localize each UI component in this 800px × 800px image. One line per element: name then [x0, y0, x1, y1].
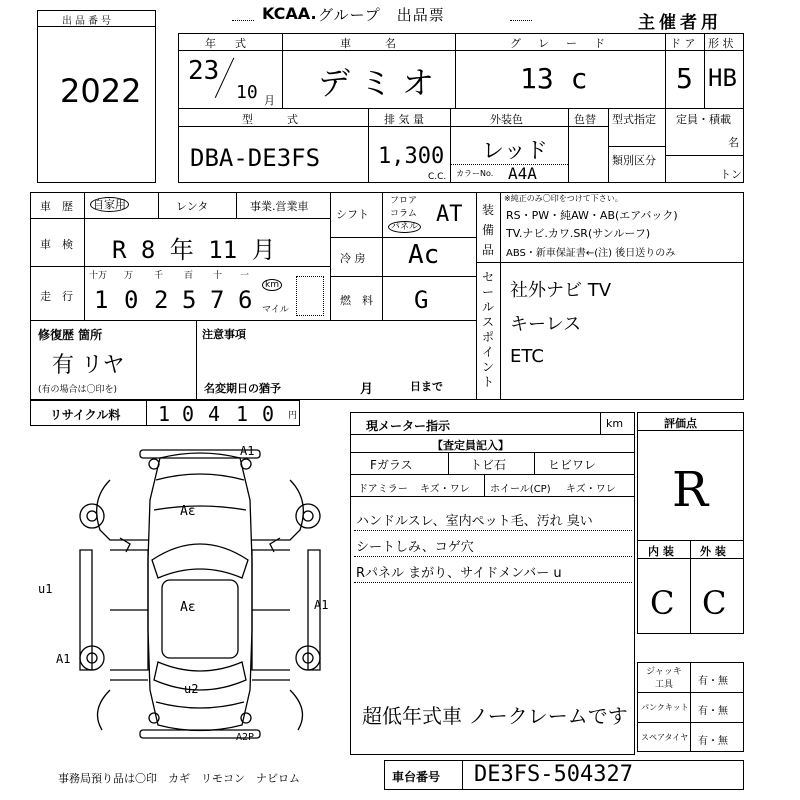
mileage-digit-label-0: 十万: [89, 271, 108, 281]
chip-label: トビ石: [470, 458, 507, 472]
mark-ae-upper: Aε: [180, 504, 196, 519]
door-mirror-scratch: キズ・ワレ: [420, 484, 470, 495]
i-h4: [350, 496, 635, 497]
header-dotted-left: [232, 6, 254, 21]
remark-line3: [354, 582, 632, 583]
displacement-value: 1,300: [378, 144, 445, 169]
equipment-line2: TV.ナビ.カワ.SR(サンルーフ): [506, 227, 651, 240]
model-label: 型 式: [242, 113, 302, 126]
shift-panel: [388, 219, 421, 232]
office-note: 事務局預り品は〇印 カギ リモコン ナビロム: [58, 772, 300, 785]
exterior-label: 外 装: [700, 545, 726, 558]
year-label: 年 式: [205, 37, 250, 50]
i-v-d1: [484, 474, 485, 496]
m-v-equip: [476, 192, 477, 400]
sales-points-label: セールスポイント: [482, 270, 495, 389]
wheel-scratch: キズ・ワレ: [566, 484, 616, 495]
color-label: 外装色: [490, 113, 523, 126]
i-h1: [350, 434, 635, 435]
mileage-dotted-box: [296, 276, 324, 316]
equipment-line1: RS・PW・純AW・AB(エアバック): [506, 209, 678, 222]
shape-label: 形 状: [708, 37, 734, 50]
history-rental: レンタ: [176, 200, 209, 213]
mileage-digit-label-5: 一: [240, 271, 250, 281]
aircon-value: Ac: [408, 240, 440, 270]
mark-a1-right: A1: [314, 598, 329, 612]
door-label: ド ア: [670, 37, 696, 50]
car-name-value: デミオ: [318, 64, 445, 102]
i-v-meter: [600, 412, 601, 434]
puncture-yes-no: 有・無: [698, 706, 728, 717]
capacity-person-unit: 名: [728, 136, 739, 149]
m-v-shiftlbl: [382, 192, 383, 320]
r2-cap-split: [665, 155, 744, 156]
r2-type-split: [608, 146, 665, 147]
mark-a2p: A2P: [236, 732, 255, 743]
brand-dot: .: [310, 4, 317, 23]
mark-a1-top: A1: [240, 444, 255, 458]
header-dotted-right: [510, 6, 532, 21]
year-value: 23: [188, 56, 220, 86]
rating-v: [690, 540, 691, 634]
grade-value: 13 c: [520, 62, 588, 95]
inspector-label: 【査定員記入】: [432, 439, 509, 452]
car-diagram: [70, 440, 330, 750]
name-change-day: 日まで: [410, 380, 443, 393]
sales-point-1: キーレス: [510, 314, 582, 335]
mileage-label: 走 行: [40, 290, 73, 303]
i-v-f2: [534, 452, 535, 474]
name-change-month: 月: [360, 382, 374, 397]
sponsor-label: 主催者用: [638, 13, 722, 33]
shift-panel-circled: パネル: [388, 221, 421, 233]
mileage-digit-label-4: 十: [213, 271, 223, 281]
interior-label: 内 装: [648, 545, 674, 558]
chassis-div: [462, 760, 463, 790]
r1-v4: [704, 33, 705, 108]
model-value: DBA-DE3FS: [190, 144, 321, 172]
m-shift-h2: [330, 276, 476, 277]
m-v-labelcol: [84, 192, 85, 320]
m-v-history1: [158, 192, 159, 218]
chassis-label: 車台番号: [392, 770, 441, 784]
inspection-label: 車 検: [40, 238, 73, 251]
history-own-circled: 自家用: [90, 197, 129, 212]
m-h2: [30, 266, 330, 267]
recycle-label: リサイクル料: [50, 408, 121, 422]
interior-value: C: [650, 584, 675, 622]
r1-bottom-line: [178, 108, 744, 109]
r1-v2: [455, 33, 456, 108]
m-v-history2: [236, 192, 237, 218]
name-change-label: 名変期日の猶予: [204, 382, 281, 395]
equipment-line3: ABS・新車保証書←(注) 後日送りのみ: [506, 248, 676, 259]
month-unit: 月: [264, 94, 275, 107]
color-value: レッド: [482, 139, 548, 164]
r1-v1: [282, 33, 283, 108]
mileage-km-unit: [262, 280, 282, 290]
meter-label: 現メーター指示: [366, 419, 451, 433]
shift-column: コラム: [390, 209, 417, 219]
repair-label: 修復歴 箇所: [38, 328, 103, 342]
recycle-digit-3: 1: [236, 402, 249, 426]
recycle-digit-2: 4: [208, 402, 221, 426]
shift-label: シフト: [336, 208, 369, 221]
inspector-remark-2: Rパネル まがり、サイドメンバー u: [356, 566, 562, 581]
color-no-value: A4A: [508, 164, 537, 183]
brand-text: KCAA: [262, 4, 311, 23]
claim-note: 超低年式車 ノークレームです: [362, 704, 628, 728]
jack-yes-no: 有・無: [698, 676, 728, 687]
spare-yes-no: 有・無: [698, 736, 728, 747]
chassis-value: DE3FS-504327: [474, 762, 633, 787]
displacement-label: 排 気 量: [384, 113, 424, 126]
recycle-unit: 円: [288, 411, 298, 421]
m-v-notes: [196, 320, 197, 400]
i-v-f1: [448, 452, 449, 474]
m-equip-bottom: [476, 262, 744, 263]
class-label: 類別区分: [612, 154, 656, 167]
recycle-div: [146, 400, 147, 426]
recycle-digit-1: 0: [182, 402, 195, 426]
mark-a1-left: A1: [56, 652, 71, 666]
shift-floor: フロア: [390, 196, 418, 206]
inspector-remark-0: ハンドルスレ、室内ペット毛、汚れ 臭い: [356, 514, 593, 529]
shape-value: HB: [708, 64, 737, 92]
lot-number: 2022: [60, 72, 142, 110]
fuel-value: G: [414, 286, 429, 314]
f-glass-label: Fガラス: [370, 458, 413, 472]
crack-label: ヒビワレ: [548, 458, 597, 472]
recycle-digit-4: 0: [262, 402, 275, 426]
r1-v3: [665, 33, 666, 108]
sales-point-2: ETC: [510, 346, 544, 367]
car-name-label: 車 名: [340, 37, 400, 50]
capacity-label: 定員・積載: [676, 113, 731, 126]
cc-unit: C.C.: [428, 172, 447, 182]
mileage-digit-5: 6: [238, 286, 253, 314]
equipment-note: ※純正のみ〇印をつけて下さい。: [504, 194, 623, 203]
mileage-digit-4: 7: [210, 286, 225, 314]
mileage-mile-unit: マイル: [262, 305, 289, 315]
history-business: 事業.営業車: [250, 200, 309, 213]
mileage-digit-2: 2: [154, 286, 169, 314]
type-designation-label: 型式指定: [612, 113, 656, 126]
door-mirror-label: ドアミラー: [358, 484, 408, 495]
sales-point-0: 社外ナビ TV: [510, 280, 612, 301]
grade-label: グ レ ー ド: [510, 37, 608, 50]
i-h3: [350, 474, 635, 475]
remark-line1: [354, 530, 632, 531]
mileage-digit-3: 5: [182, 286, 197, 314]
repair-note: (有の場合は〇印を): [38, 385, 118, 395]
mark-u1-left: u1: [38, 582, 53, 596]
remark-line2: [354, 556, 632, 557]
color-change-label: 色替: [574, 113, 596, 126]
mark-u2: u2: [184, 682, 199, 696]
equipment-label: 装備品: [482, 203, 495, 257]
m-h3: [30, 320, 476, 321]
spare-label: スペアタイヤ: [641, 733, 689, 742]
wheel-label: ホイール(CP): [490, 484, 551, 495]
r2-v3: [568, 108, 569, 183]
history-label: 車 歴: [40, 200, 73, 213]
mileage-digit-label-1: 万: [124, 271, 134, 281]
brand-logo: [262, 4, 317, 23]
notes-label: 注意事項: [202, 328, 246, 341]
group-title: グループ 出品票: [318, 6, 445, 24]
color-no-label: カラーNo.: [456, 169, 494, 178]
mileage-digit-label-3: 百: [184, 271, 194, 281]
mileage-digit-1: 0: [124, 286, 139, 314]
m-v-shiftcol: [330, 192, 331, 320]
mileage-digit-0: 1: [94, 286, 109, 314]
lot-label: 出品番号: [62, 16, 114, 27]
m-h1: [30, 218, 330, 219]
door-value: 5: [676, 62, 693, 95]
km-circled: km: [262, 279, 282, 291]
m-v-equip2: [500, 192, 501, 400]
r2-v2: [450, 108, 451, 183]
r2-v1: [368, 108, 369, 183]
recycle-digit-0: 1: [158, 402, 171, 426]
tools-v: [690, 662, 691, 752]
history-own: [90, 196, 129, 212]
mileage-digit-label-2: 千: [154, 271, 164, 281]
repair-value: 有 リヤ: [52, 353, 125, 378]
m-shift-h1: [330, 237, 476, 238]
mark-ae-lower: Aε: [180, 600, 196, 615]
jack-label: ジャッキ 工具: [646, 667, 682, 690]
exterior-value: C: [702, 584, 727, 622]
rating-value: R: [672, 462, 709, 518]
puncture-label: パンクキット: [641, 703, 689, 712]
month-value: 10: [236, 82, 258, 103]
r1-header-line: [178, 50, 744, 51]
rating-label: 評価点: [664, 417, 697, 430]
inspector-remark-1: シートしみ、コゲ穴: [356, 540, 474, 555]
meter-unit: km: [606, 417, 624, 430]
fuel-label: 燃 料: [340, 294, 373, 307]
capacity-ton-unit: トン: [720, 168, 742, 181]
inspection-value: R 8 年 11 月: [112, 236, 276, 264]
aircon-label: 冷 房: [340, 252, 366, 265]
shift-value: AT: [436, 202, 463, 227]
r2-v5: [665, 108, 666, 183]
